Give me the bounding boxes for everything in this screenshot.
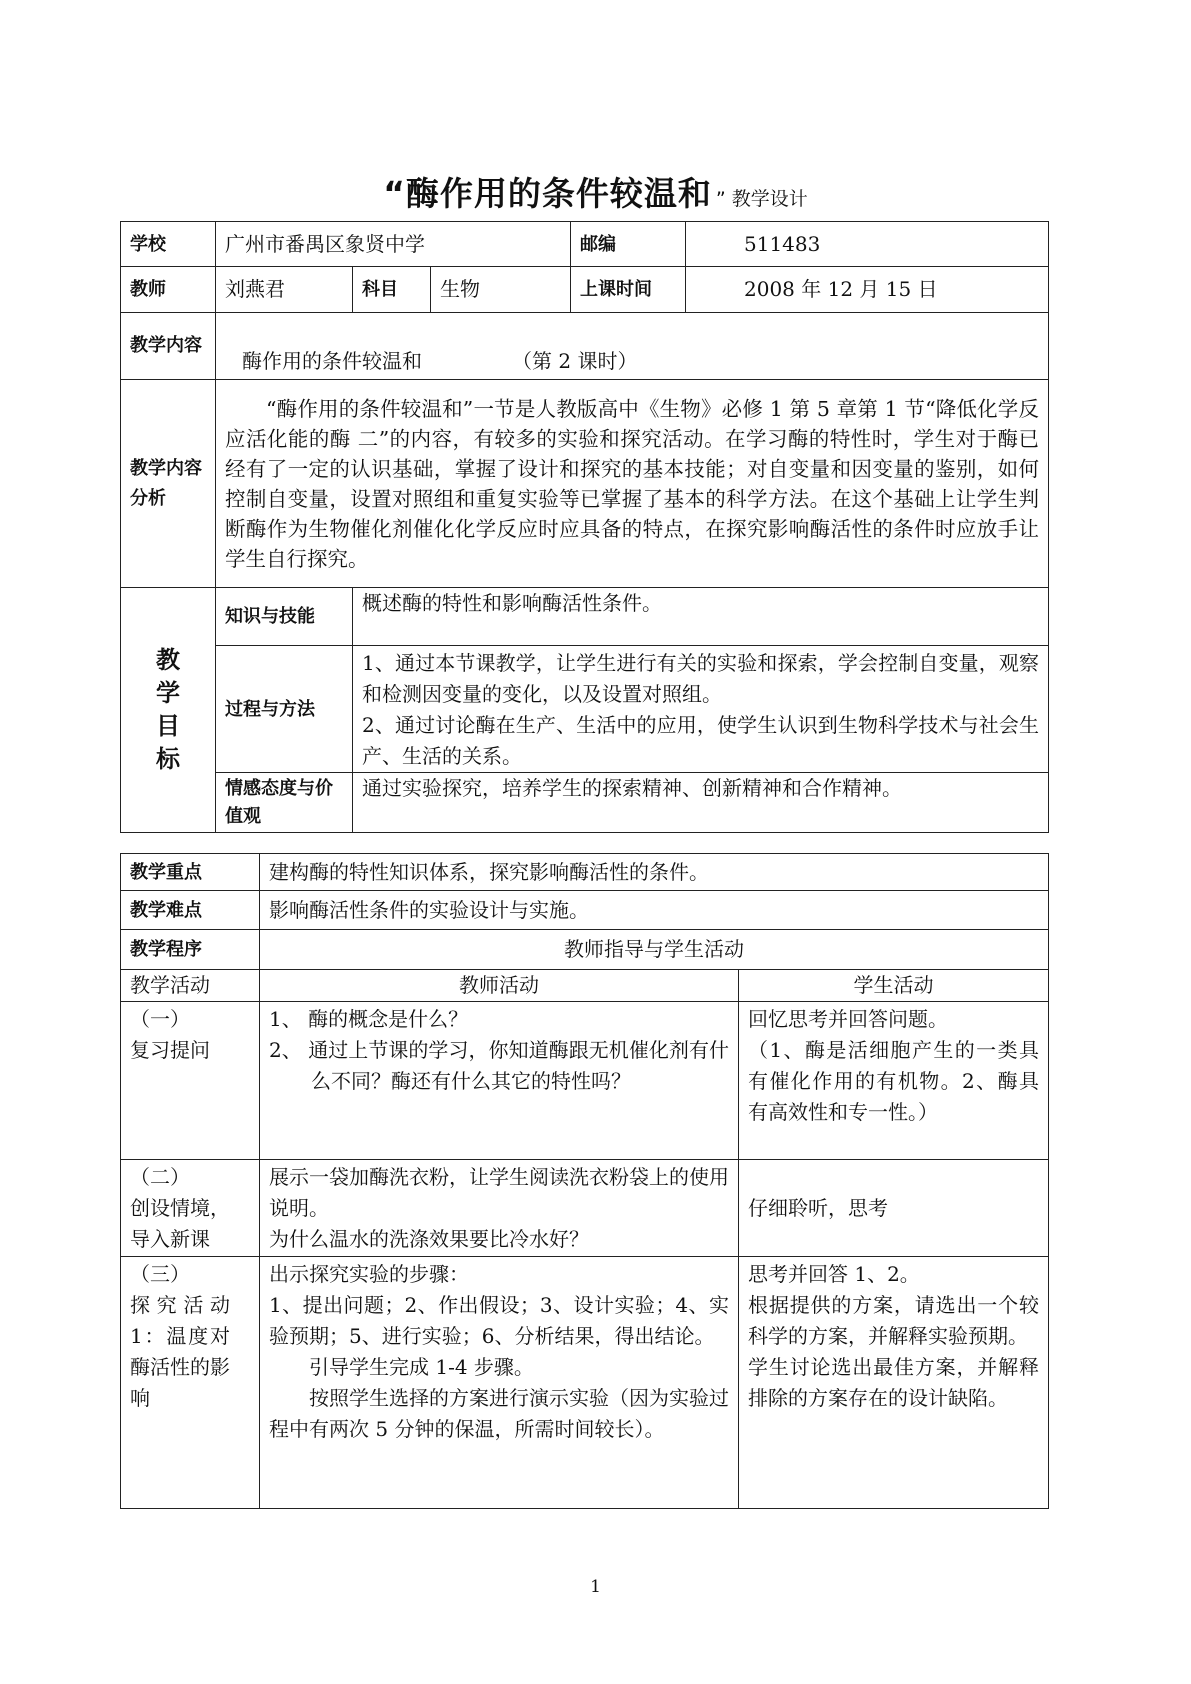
subject-label: 科目 — [353, 267, 431, 313]
header-activity: 教学活动 — [121, 970, 260, 1002]
title-main: “酶作用的条件较温和 — [383, 174, 712, 213]
activity-1-student: 回忆思考并回答问题。 （1、酶是活细胞产生的一类具有催化作用的有机物。2、酶具有高效性和专一性。） — [739, 1002, 1049, 1160]
difficulty-text: 影响酶活性条件的实验设计与实施。 — [260, 891, 1049, 930]
analysis-text: “酶作用的条件较温和”一节是人教版高中《生物》必修 1 第 5 章第 1 节“降低化学反应活化能的酶 二”的内容，有较多的实验和探究活动。在学习酶的特性时，学生对于酶已经有了一定的认识基础，掌握了设计和探究的基本技能；对自变量和因变量的鉴别，如何控制自变量，设置对照组和重复实验等已掌握了基本的科学方法。在这个基础上让学生判断酶作为生物催化剂催化化学反应时应具备的特点，在探究影响酶活性的条件时应放手让学生自行探究。 — [216, 380, 1049, 588]
time-value: 2008 年 12 月 15 日 — [686, 267, 1049, 313]
header-teacher: 教师活动 — [260, 970, 739, 1002]
activity-3-name: 探究活动 1：温度对酶活性的影响 — [130, 1293, 230, 1410]
school-value: 广州市番禺区象贤中学 — [216, 222, 571, 267]
content-value: 酶作用的条件较温和 — [242, 349, 422, 373]
analysis-label: 教学内容分析 — [121, 380, 216, 588]
process-item-2: 2、通过讨论酶在生产、生活中的应用，使学生认识到生物科学技术与社会生产、生活的关系。 — [362, 713, 1039, 768]
header-student: 学生活动 — [739, 970, 1049, 1002]
difficulty-label: 教学难点 — [121, 891, 260, 930]
process-item-1: 1、通过本节课教学，让学生进行有关的实验和探索，学会控制自变量，观察和检测因变量的变化，以及设置对照组。 — [362, 651, 1039, 706]
knowledge-label: 知识与技能 — [216, 588, 353, 646]
activity-2-student: 仔细聆听，思考 — [739, 1160, 1049, 1257]
knowledge-text: 概述酶的特性和影响酶活性条件。 — [353, 588, 1049, 646]
postcode-value: 511483 — [686, 222, 1049, 267]
activity-1-teacher: 1、 酶的概念是什么？ 2、 通过上节课的学习，你知道酶跟无机催化剂有什么不同？酶还有什么其它的特性吗？ — [260, 1002, 739, 1160]
school-label: 学校 — [121, 222, 216, 267]
time-label: 上课时间 — [571, 267, 686, 313]
activities-table — [120, 853, 1049, 1509]
activity-2-label — [121, 1160, 260, 1257]
title-sub: ” 教学设计 — [715, 188, 808, 210]
activity-3-student: 思考并回答 1、2。 根据提供的方案，请选出一个较科学的方案，并解释实验预期。 学生讨论选出最佳方案，并解释排除的方案存在的设计缺陷。 — [739, 1257, 1049, 1509]
emotion-label: 情感态度与价值观 — [216, 773, 353, 833]
content-label: 教学内容 — [121, 313, 216, 380]
page-number: 1 — [590, 1577, 601, 1597]
postcode-label: 邮编 — [571, 222, 686, 267]
content-period: （第 2 课时） — [512, 349, 638, 373]
procedure-text: 教师指导与学生活动 — [260, 930, 1049, 970]
activity-2-name: 创设情境，导入新课 — [130, 1196, 230, 1251]
document-title — [0, 168, 1191, 215]
key-point-label: 教学重点 — [121, 854, 260, 891]
process-label: 过程与方法 — [216, 646, 353, 773]
activity-1-num: （一） — [130, 1007, 190, 1031]
goals-label: 教学目标 — [121, 588, 216, 833]
subject-value: 生物 — [431, 267, 571, 313]
teacher-label: 教师 — [121, 267, 216, 313]
content-cell — [216, 313, 1049, 380]
activity-3-teacher: 出示探究实验的步骤： 1、提出问题；2、作出假设；3、设计实验；4、实验预期；5、进行实验；6、分析结果，得出结论。 引导学生完成 1-4 步骤。 按照学生选择的方案进行演示实验（因为实验过程中有两次 5 分钟的保温，所需时间较长）。 — [260, 1257, 739, 1509]
activity-2-teacher: 展示一袋加酶洗衣粉，让学生阅读洗衣粉袋上的使用说明。 为什么温水的洗涤效果要比冷水好？ — [260, 1160, 739, 1257]
procedure-label: 教学程序 — [121, 930, 260, 970]
activity-1-name: 复习提问 — [130, 1038, 210, 1062]
activity-2-num: （二） — [130, 1165, 190, 1189]
emotion-text: 通过实验探究，培养学生的探索精神、创新精神和合作精神。 — [353, 773, 1049, 833]
teacher-value: 刘燕君 — [216, 267, 353, 313]
lesson-info-table — [120, 221, 1049, 833]
activity-3-num: （三） — [130, 1262, 190, 1286]
activity-3-label — [121, 1257, 260, 1509]
activity-1-label — [121, 1002, 260, 1160]
key-point-text: 建构酶的特性知识体系，探究影响酶活性的条件。 — [260, 854, 1049, 891]
process-cell — [353, 646, 1049, 773]
